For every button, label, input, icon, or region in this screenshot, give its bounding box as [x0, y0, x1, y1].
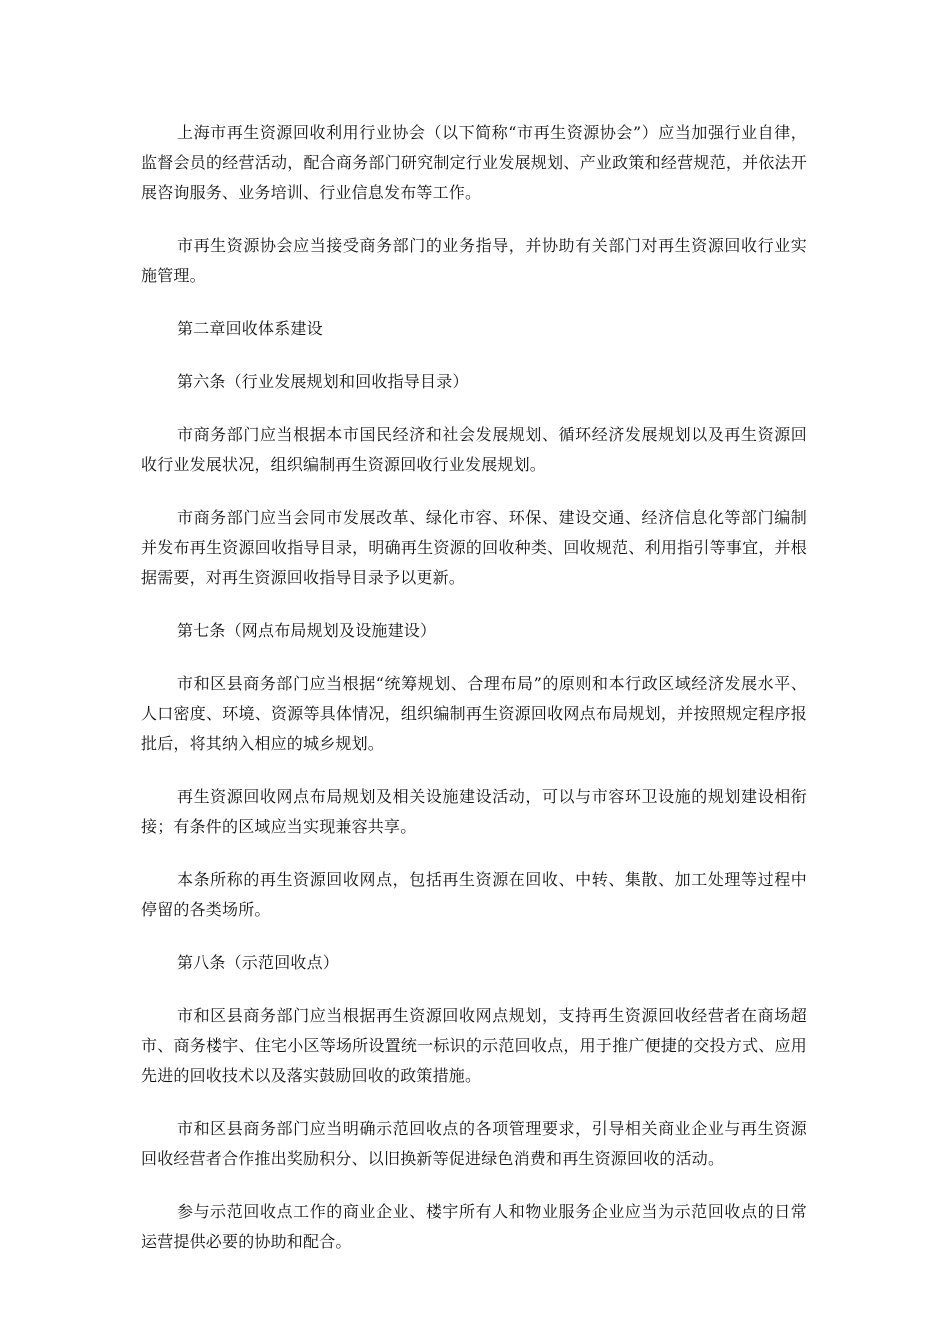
article-7-paragraph-1: 市和区县商务部门应当根据“统筹规划、合理布局”的原则和本行政区域经济发展水平、人口密度、环境、资源等具体情况，组织编制再生资源回收网点布局规划，并按照规定程序报批后，将其纳入相应的城乡规划。 [141, 674, 807, 753]
paragraph-association-duties: 上海市再生资源回收利用行业协会（以下简称“市再生资源协会”）应当加强行业自律，监督会员的经营活动，配合商务部门研究制定行业发展规划、产业政策和经营规范，并依法开展咨询服务、业务培训、行业信息发布等工作。 [141, 123, 807, 202]
paragraph-gap [141, 759, 807, 782]
paragraph-gap [141, 593, 807, 616]
article-8-paragraph-3: 参与示范回收点工作的商业企业、楼宇所有人和物业服务企业应当为示范回收点的日常运营提供必要的协助和配合。 [141, 1202, 807, 1251]
paragraph-gap [141, 291, 807, 314]
article-6-heading: 第六条（行业发展规划和回收指导目录） [177, 372, 469, 391]
article-6-paragraph-2: 市商务部门应当会同市发展改革、绿化市容、环保、建设交通、经济信息化等部门编制并发布再生资源回收指导目录，明确再生资源的回收种类、回收规范、利用指引等事宜，并根据需要，对再生资源回收指导目录予以更新。 [141, 508, 807, 587]
paragraph-gap [141, 1091, 807, 1114]
paragraph-gap [141, 397, 807, 420]
paragraph-gap [141, 1174, 807, 1197]
article-6-paragraph-1: 市商务部门应当根据本市国民经济和社会发展规划、循环经济发展规划以及再生资源回收行业发展状况，组织编制再生资源回收行业发展规划。 [141, 425, 807, 474]
article-7-paragraph-3: 本条所称的再生资源回收网点，包括再生资源在回收、中转、集散、加工处理等过程中停留的各类场所。 [141, 870, 807, 919]
chapter-heading: 第二章回收体系建设 [177, 319, 323, 338]
paragraph-gap [141, 646, 807, 669]
paragraph-gap [141, 480, 807, 503]
paragraph-gap [141, 925, 807, 948]
article-8-paragraph-2: 市和区县商务部门应当明确示范回收点的各项管理要求，引导相关商业企业与再生资源回收经营者合作推出奖励积分、以旧换新等促进绿色消费和再生资源回收的活动。 [141, 1119, 807, 1168]
paragraph-association-guidance: 市再生资源协会应当接受商务部门的业务指导，并协助有关部门对再生资源回收行业实施管理。 [141, 236, 807, 285]
article-7-paragraph-2: 再生资源回收网点布局规划及相关设施建设活动，可以与市容环卫设施的规划建设相衔接；有条件的区域应当实现兼容共享。 [141, 787, 807, 836]
article-8-heading: 第八条（示范回收点） [177, 953, 340, 972]
paragraph-gap [141, 978, 807, 1001]
document-body [141, 118, 807, 1257]
article-7-heading: 第七条（网点布局规划及设施建设） [177, 621, 437, 640]
paragraph-gap [141, 208, 807, 231]
paragraph-gap [141, 344, 807, 367]
paragraph-gap [141, 842, 807, 865]
article-8-paragraph-1: 市和区县商务部门应当根据再生资源回收网点规划，支持再生资源回收经营者在商场超市、商务楼宇、住宅小区等场所设置统一标识的示范回收点，用于推广便捷的交投方式、应用先进的回收技术以及落实鼓励回收的政策措施。 [141, 1006, 807, 1085]
